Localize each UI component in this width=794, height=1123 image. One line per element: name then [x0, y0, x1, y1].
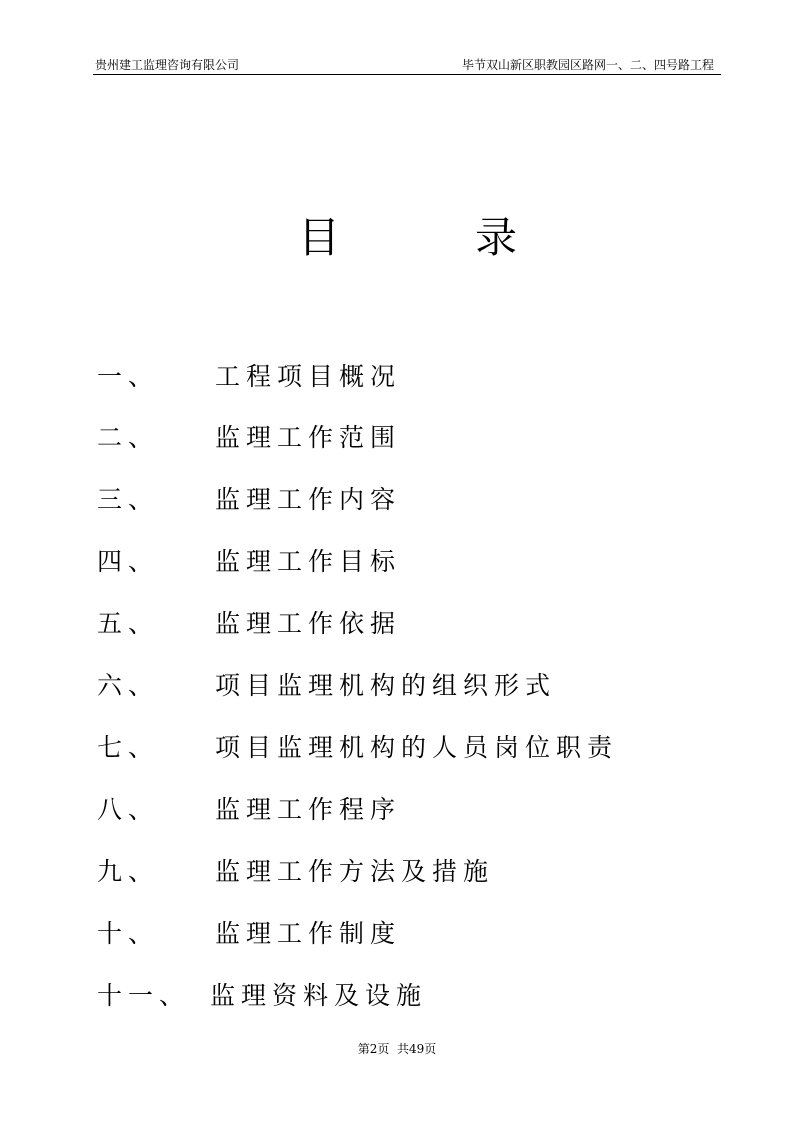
page-number-text: 第2页 共49页	[357, 1042, 437, 1056]
toc-item-title: 监理工作方法及措施	[215, 857, 495, 886]
toc-item-title: 监理工作范围	[215, 423, 402, 452]
page-title-char-1: 目	[298, 213, 341, 262]
toc-item-title: 项目监理机构的人员岗位职责	[215, 733, 619, 762]
header-company-name: 贵州建工监理咨询有限公司	[95, 58, 240, 72]
toc-item-title: 工程项目概况	[215, 362, 402, 391]
toc-item-title: 监理资料及设施	[210, 981, 428, 1010]
toc-item-number: 五、	[97, 609, 160, 638]
toc-item-number: 六、	[97, 671, 160, 700]
toc-item-number: 八、	[97, 795, 160, 824]
toc-item-number: 三、	[97, 485, 160, 514]
page-number-footer	[0, 1041, 794, 1057]
toc-item-title: 监理工作依据	[215, 609, 402, 638]
page-title-char-2: 录	[475, 213, 518, 262]
toc-item-title: 监理工作目标	[215, 547, 402, 576]
toc-item-number: 四、	[97, 547, 160, 576]
header-project-name: 毕节双山新区职教园区路网一、二、四号路工程	[461, 58, 714, 72]
toc-item-title: 监理工作程序	[215, 795, 402, 824]
toc-item-number: 十、	[97, 919, 160, 948]
toc-item-number: 一、	[97, 362, 160, 391]
toc-item-title: 监理工作制度	[215, 919, 402, 948]
toc-item-number: 十一、	[97, 981, 191, 1010]
toc-item-title: 项目监理机构的组织形式	[215, 671, 557, 700]
toc-item-number: 七、	[97, 733, 160, 762]
toc-item-number: 九、	[97, 857, 160, 886]
toc-item-number: 二、	[97, 423, 160, 452]
toc-item-title: 监理工作内容	[215, 485, 402, 514]
